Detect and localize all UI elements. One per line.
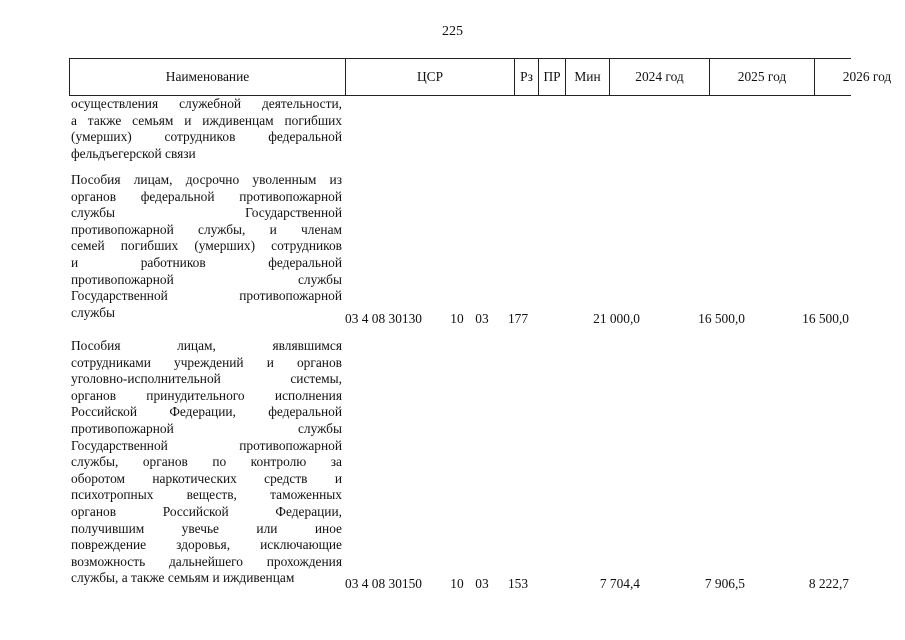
name-line: семей погибших (умерших) сотрудников [71, 238, 342, 254]
cell-2026: 16 500,0 [802, 311, 849, 326]
header-2026: 2026 год [814, 59, 905, 95]
cell-csr: 03 4 08 30150 [345, 576, 422, 591]
name-line: Пособия лицам, являвшимся [71, 338, 342, 353]
name-line: Государственной противопожарной [71, 288, 342, 304]
name-line: сотрудниками учреждений и органов [71, 354, 342, 370]
name-line: Пособия лицам, досрочно уволенным из [71, 172, 342, 187]
name-line: службы Государственной [71, 205, 342, 221]
name-line: уголовно-исполнительной системы, [71, 371, 342, 387]
name-line: а также семьям и иждивенцам погибших [71, 112, 342, 128]
name-line: получившим увечье или иное [71, 520, 342, 536]
cell-csr: 03 4 08 30130 [345, 311, 422, 326]
name-line: противопожарной службы [71, 420, 342, 436]
name-line: повреждение здоровья, исключающие [71, 537, 342, 553]
header-rz: Рз [514, 59, 538, 95]
header-2025: 2025 год [709, 59, 814, 95]
cell-pr: 03 [475, 311, 489, 326]
name-line: службы, органов по контролю за [71, 454, 342, 470]
name-line: возможность дальнейшего прохождения [71, 553, 342, 569]
cell-pr: 03 [475, 576, 489, 591]
name-line: органов федеральной противопожарной [71, 188, 342, 204]
cell-2025: 7 906,5 [704, 576, 745, 591]
cell-min: 177 [507, 311, 529, 326]
cell-2024: 21 000,0 [593, 311, 640, 326]
header-name: Наименование [69, 59, 345, 95]
name-line: службы [71, 304, 116, 320]
header-2024: 2024 год [609, 59, 709, 95]
header-pr: ПР [538, 59, 565, 95]
name-line: и работников федеральной [71, 254, 342, 270]
cell-2026: 8 222,7 [808, 576, 849, 591]
cell-rz: 10 [450, 576, 464, 591]
cell-rz: 10 [450, 311, 464, 326]
table-row-name [71, 338, 342, 587]
name-line: фельдъегерской связи [71, 145, 196, 161]
cell-min: 153 [507, 576, 529, 591]
name-line: органов принудительного исполнения [71, 387, 342, 403]
name-line: противопожарной службы, и членам [71, 221, 342, 237]
cell-2025: 16 500,0 [698, 311, 745, 326]
name-line: осуществления служебной деятельности, [71, 96, 342, 111]
header-csr: ЦСР [345, 59, 514, 95]
table-header [69, 58, 892, 96]
table-row-name [71, 172, 342, 321]
name-line: (умерших) сотрудников федеральной [71, 129, 342, 145]
name-line: психотропных веществ, таможенных [71, 487, 342, 503]
header-min: Мин [565, 59, 609, 95]
table-row-name [71, 96, 342, 162]
name-line: Государственной противопожарной [71, 437, 342, 453]
name-line: органов Российской Федерации, [71, 503, 342, 519]
page-number: 225 [442, 24, 463, 39]
name-line: оборотом наркотических средств и [71, 470, 342, 486]
name-line: Российской Федерации, федеральной [71, 404, 342, 420]
name-line: противопожарной службы [71, 271, 342, 287]
name-line: службы, а также семьям и иждивенцам [71, 570, 295, 586]
cell-2024: 7 704,4 [599, 576, 640, 591]
